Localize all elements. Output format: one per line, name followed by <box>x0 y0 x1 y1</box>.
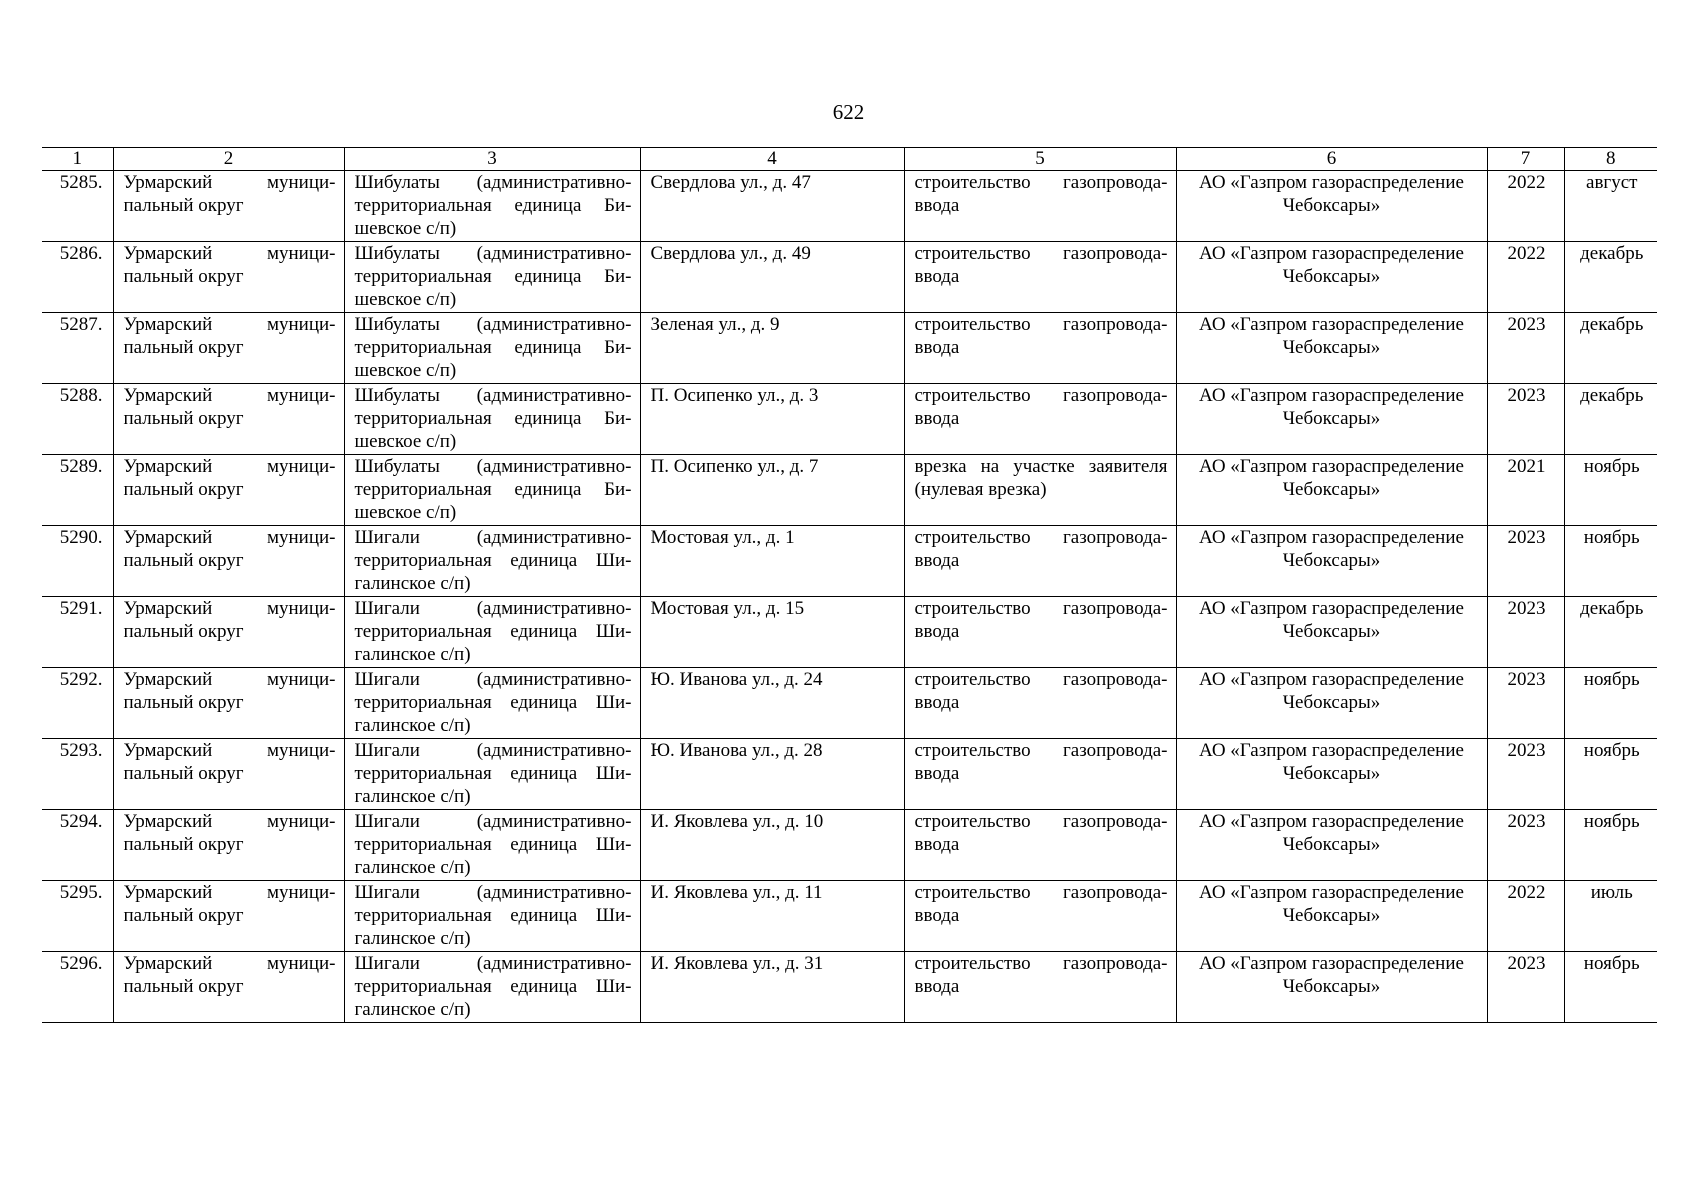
row-number-cell: 5292. <box>59 669 103 690</box>
year-cell: 2022 <box>1487 881 1564 952</box>
settlement-cell: Шибулаты (административно-территориальная единица Бишевское с/п) <box>344 242 640 313</box>
month-cell: июль <box>1564 881 1657 952</box>
organization-cell: АО «Газпром газораспределение Чебоксары» <box>1176 242 1487 313</box>
year-cell: 2023 <box>1487 384 1564 455</box>
work-type-cell: строительство газопровода-ввода <box>904 810 1176 881</box>
address-cell: П. Осипенко ул., д. 7 <box>640 455 904 526</box>
work-type-cell: строительство газопровода-ввода <box>904 384 1176 455</box>
settlement-cell: Шибулаты (административно-территориальная единица Бишевское с/п) <box>344 313 640 384</box>
month-cell: ноябрь <box>1564 668 1657 739</box>
settlement-cell: Шибулаты (административно-территориальная единица Бишевское с/п) <box>344 384 640 455</box>
month-cell: декабрь <box>1564 313 1657 384</box>
table-row <box>42 952 1657 1023</box>
table-row <box>42 810 1657 881</box>
address-cell: П. Осипенко ул., д. 3 <box>640 384 904 455</box>
year-cell: 2021 <box>1487 455 1564 526</box>
year-cell: 2023 <box>1487 668 1564 739</box>
district-cell: Урмарский муниципальный округ <box>113 668 344 739</box>
year-cell: 2023 <box>1487 739 1564 810</box>
table-row <box>42 313 1657 384</box>
work-type-cell: строительство газопровода-ввода <box>904 881 1176 952</box>
row-number-cell: 5294. <box>59 811 103 832</box>
year-cell: 2023 <box>1487 526 1564 597</box>
row-number-cell: 5285. <box>59 172 103 193</box>
table-row <box>42 384 1657 455</box>
settlement-cell: Шигали (административно-территориальная единица Шигалинское с/п) <box>344 526 640 597</box>
address-cell: И. Яковлева ул., д. 31 <box>640 952 904 1023</box>
address-cell: Свердлова ул., д. 47 <box>640 171 904 242</box>
district-cell: Урмарский муниципальный округ <box>113 171 344 242</box>
organization-cell: АО «Газпром газораспределение Чебоксары» <box>1176 171 1487 242</box>
work-type-cell: строительство газопровода-ввода <box>904 242 1176 313</box>
settlement-cell: Шигали (административно-территориальная единица Шигалинское с/п) <box>344 952 640 1023</box>
address-cell: И. Яковлева ул., д. 10 <box>640 810 904 881</box>
work-type-cell: строительство газопровода-ввода <box>904 171 1176 242</box>
district-cell: Урмарский муниципальный округ <box>113 739 344 810</box>
district-cell: Урмарский муниципальный округ <box>113 526 344 597</box>
address-cell: Свердлова ул., д. 49 <box>640 242 904 313</box>
address-cell: Ю. Иванова ул., д. 24 <box>640 668 904 739</box>
row-number-cell: 5291. <box>59 598 103 619</box>
column-header: 3 <box>344 148 640 171</box>
organization-cell: АО «Газпром газораспределение Чебоксары» <box>1176 597 1487 668</box>
organization-cell: АО «Газпром газораспределение Чебоксары» <box>1176 384 1487 455</box>
month-cell: ноябрь <box>1564 952 1657 1023</box>
work-type-cell: строительство газопровода-ввода <box>904 952 1176 1023</box>
column-header: 6 <box>1176 148 1487 171</box>
settlement-cell: Шибулаты (административно-территориальная единица Бишевское с/п) <box>344 455 640 526</box>
column-header: 7 <box>1487 148 1564 171</box>
district-cell: Урмарский муниципальный округ <box>113 810 344 881</box>
table-row <box>42 242 1657 313</box>
settlement-cell: Шигали (административно-территориальная единица Шигалинское с/п) <box>344 881 640 952</box>
year-cell: 2023 <box>1487 952 1564 1023</box>
district-cell: Урмарский муниципальный округ <box>113 455 344 526</box>
settlement-cell: Шигали (административно-территориальная единица Шигалинское с/п) <box>344 739 640 810</box>
row-number-cell: 5296. <box>59 953 103 974</box>
month-cell: декабрь <box>1564 242 1657 313</box>
table-row <box>42 597 1657 668</box>
row-number-cell: 5293. <box>59 740 103 761</box>
column-header: 8 <box>1564 148 1657 171</box>
organization-cell: АО «Газпром газораспределение Чебоксары» <box>1176 810 1487 881</box>
table-row <box>42 668 1657 739</box>
work-type-cell: строительство газопровода-ввода <box>904 526 1176 597</box>
row-number-cell: 5286. <box>59 243 103 264</box>
column-header: 4 <box>640 148 904 171</box>
row-number-cell: 5287. <box>59 314 103 335</box>
row-number-cell: 5295. <box>59 882 103 903</box>
organization-cell: АО «Газпром газораспределение Чебоксары» <box>1176 526 1487 597</box>
district-cell: Урмарский муниципальный округ <box>113 952 344 1023</box>
organization-cell: АО «Газпром газораспределение Чебоксары» <box>1176 313 1487 384</box>
settlement-cell: Шигали (административно-территориальная единица Шигалинское с/п) <box>344 597 640 668</box>
address-cell: Мостовая ул., д. 15 <box>640 597 904 668</box>
organization-cell: АО «Газпром газораспределение Чебоксары» <box>1176 881 1487 952</box>
address-cell: И. Яковлева ул., д. 11 <box>640 881 904 952</box>
year-cell: 2023 <box>1487 313 1564 384</box>
settlement-cell: Шибулаты (административно-территориальная единица Бишевское с/п) <box>344 171 640 242</box>
address-cell: Ю. Иванова ул., д. 28 <box>640 739 904 810</box>
table-row <box>42 739 1657 810</box>
year-cell: 2023 <box>1487 597 1564 668</box>
row-number-cell: 5288. <box>59 385 103 406</box>
address-cell: Мостовая ул., д. 1 <box>640 526 904 597</box>
work-type-cell: строительство газопровода-ввода <box>904 668 1176 739</box>
column-header: 5 <box>904 148 1176 171</box>
district-cell: Урмарский муниципальный округ <box>113 384 344 455</box>
district-cell: Урмарский муниципальный округ <box>113 881 344 952</box>
work-type-cell: врезка на участке заявителя (нулевая врезка) <box>904 455 1176 526</box>
organization-cell: АО «Газпром газораспределение Чебоксары» <box>1176 668 1487 739</box>
month-cell: ноябрь <box>1564 739 1657 810</box>
table-header-row <box>42 148 1657 171</box>
month-cell: ноябрь <box>1564 526 1657 597</box>
district-cell: Урмарский муниципальный округ <box>113 597 344 668</box>
row-number-cell: 5290. <box>59 527 103 548</box>
page-number: 622 <box>832 100 865 124</box>
column-header: 2 <box>113 148 344 171</box>
month-cell: ноябрь <box>1564 455 1657 526</box>
row-number-cell: 5289. <box>59 456 103 477</box>
work-type-cell: строительство газопровода-ввода <box>904 313 1176 384</box>
column-header: 1 <box>72 148 82 169</box>
year-cell: 2022 <box>1487 242 1564 313</box>
table-body <box>42 171 1657 1023</box>
organization-cell: АО «Газпром газораспределение Чебоксары» <box>1176 455 1487 526</box>
month-cell: декабрь <box>1564 384 1657 455</box>
work-type-cell: строительство газопровода-ввода <box>904 597 1176 668</box>
year-cell: 2022 <box>1487 171 1564 242</box>
table-row <box>42 455 1657 526</box>
registry-table <box>42 147 1657 1023</box>
work-type-cell: строительство газопровода-ввода <box>904 739 1176 810</box>
month-cell: ноябрь <box>1564 810 1657 881</box>
organization-cell: АО «Газпром газораспределение Чебоксары» <box>1176 739 1487 810</box>
table-row <box>42 881 1657 952</box>
month-cell: август <box>1564 171 1657 242</box>
settlement-cell: Шигали (административно-территориальная единица Шигалинское с/п) <box>344 668 640 739</box>
year-cell: 2023 <box>1487 810 1564 881</box>
month-cell: декабрь <box>1564 597 1657 668</box>
district-cell: Урмарский муниципальный округ <box>113 313 344 384</box>
district-cell: Урмарский муниципальный округ <box>113 242 344 313</box>
table-row <box>42 526 1657 597</box>
table-row <box>42 171 1657 242</box>
organization-cell: АО «Газпром газораспределение Чебоксары» <box>1176 952 1487 1023</box>
settlement-cell: Шигали (административно-территориальная единица Шигалинское с/п) <box>344 810 640 881</box>
address-cell: Зеленая ул., д. 9 <box>640 313 904 384</box>
